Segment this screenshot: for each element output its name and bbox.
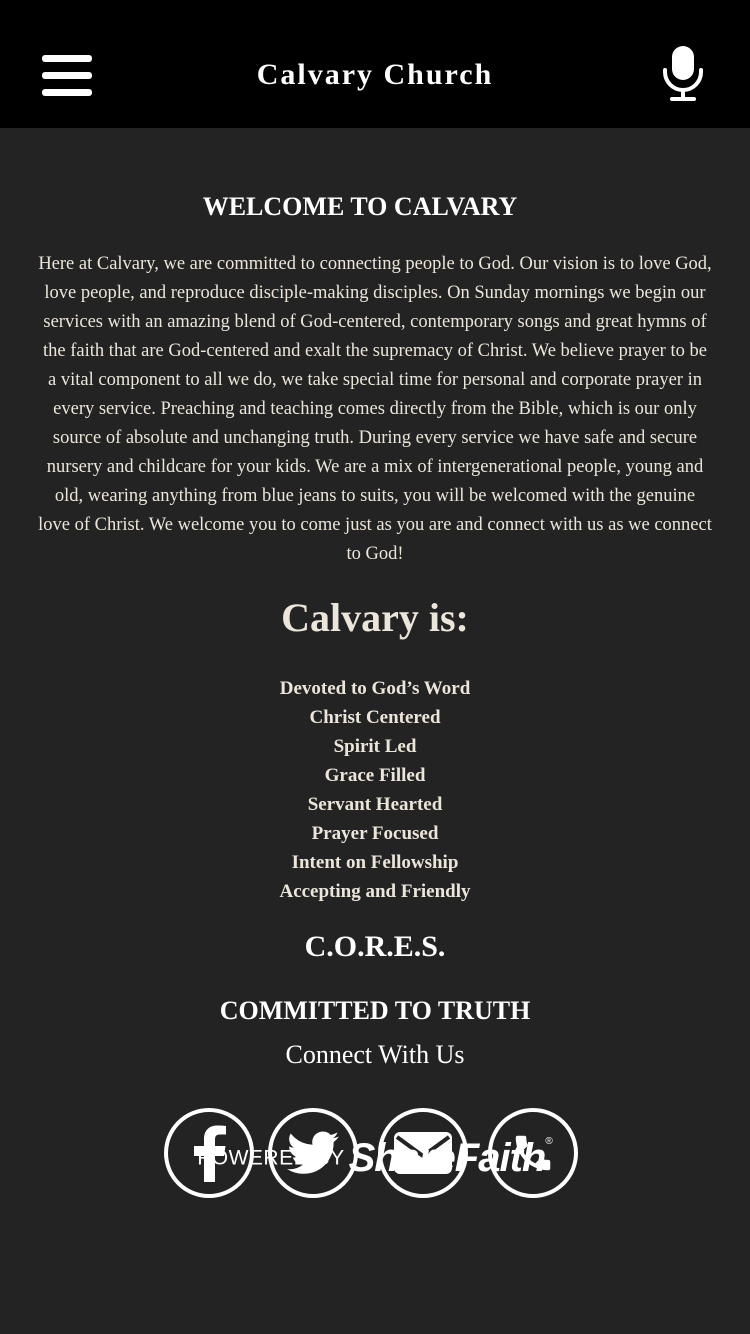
value-item: Grace Filled xyxy=(324,765,426,786)
value-item: Servant Hearted xyxy=(307,794,443,815)
sharefaith-logo[interactable]: ShareFaith xyxy=(348,1136,546,1180)
value-item: Christ Centered xyxy=(309,707,441,728)
values-list xyxy=(0,674,750,906)
value-item: Accepting and Friendly xyxy=(279,881,471,902)
value-item: Spirit Led xyxy=(333,736,417,757)
value-item: Intent on Fellowship xyxy=(291,852,459,873)
powered-by-label: POWERED BY xyxy=(197,1146,345,1170)
value-item: Prayer Focused xyxy=(311,823,439,844)
cores-heading: C.O.R.E.S. xyxy=(304,930,446,963)
app-header xyxy=(0,0,750,128)
welcome-heading: WELCOME TO CALVARY xyxy=(202,192,518,221)
calvary-is-heading: Calvary is: xyxy=(281,595,469,640)
cores-subheading: COMMITTED TO TRUTH xyxy=(219,996,531,1025)
app-title: Calvary Church xyxy=(256,58,494,91)
value-item: Devoted to God’s Word xyxy=(279,678,471,699)
welcome-paragraph: Here at Calvary, we are committed to connecting people to God. Our vision is to love God, love people, and reproduce disciple-making disciples. On Sunday mornings we begin our services with an amazing blend of God-centered, contemporary songs and great hymns of the faith that are God-centered and exalt the supremacy of Christ. We believe prayer to be a vital component to all we do, we take special time for personal and corporate prayer in every service. Preaching and teaching comes directly from the Bible, which is our only source of absolute and unchanging truth. During every service we have safe and secure nursery and childcare for your kids. We are a mix of intergenerational people, young and old, wearing anything from blue jeans to suits, you will be welcomed with the genuine love of Christ. We welcome you to come just as you are and connect with us as we connect to God! xyxy=(38,254,712,564)
registered-mark: ® xyxy=(545,1136,553,1147)
powered-by-footer xyxy=(0,1136,750,1181)
microphone-icon[interactable] xyxy=(660,44,706,102)
connect-with-us-label: Connect With Us xyxy=(285,1040,465,1069)
